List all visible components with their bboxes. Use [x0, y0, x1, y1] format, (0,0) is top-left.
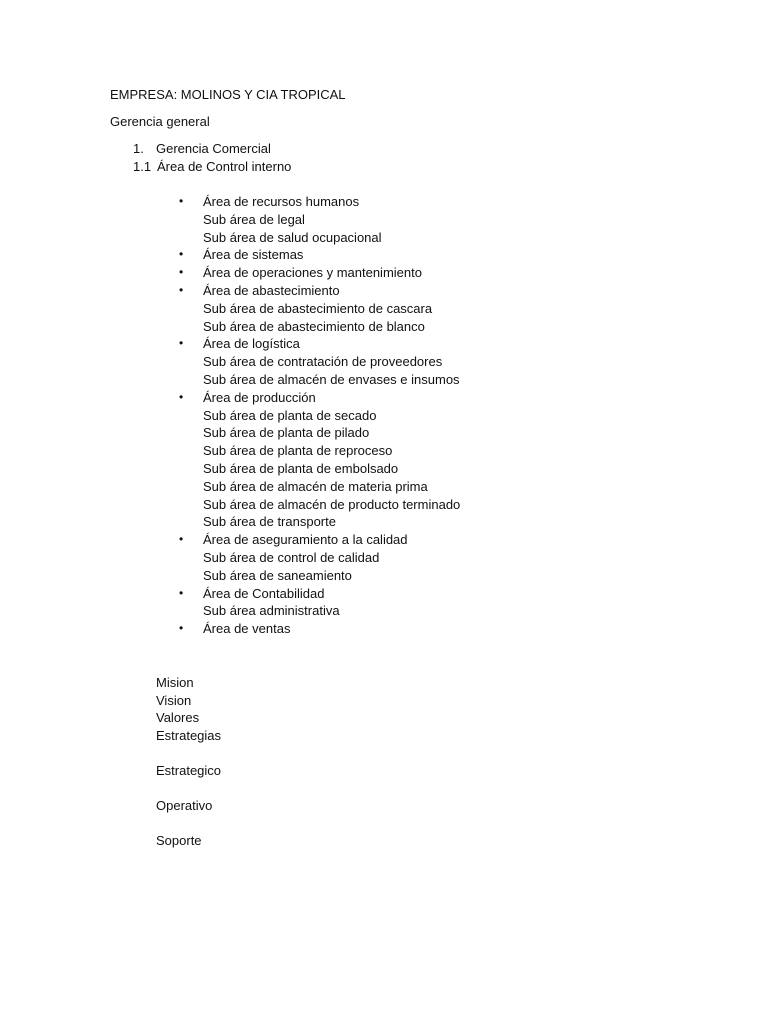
commercial-management-item: Gerencia Comercial — [156, 141, 271, 156]
section-estrategias: Estrategias — [156, 727, 222, 743]
list-number-1: 1. — [133, 141, 144, 156]
list-number-1-1: 1.1 — [133, 159, 152, 174]
area-label: Área de Contabilidad — [203, 585, 325, 601]
area-label: Sub área de planta de pilado — [203, 425, 370, 441]
area-label: Sub área de salud ocupacional — [203, 229, 382, 245]
sub-area-list-item — [203, 478, 460, 496]
area-label: Sub área de planta de secado — [203, 407, 377, 423]
area-label: Sub área de almacén de envases e insumos — [203, 371, 460, 387]
area-list-item — [179, 193, 460, 211]
area-list-item — [179, 264, 460, 282]
bullet-icon: • — [179, 336, 184, 351]
section-estrategico: Estrategico — [156, 763, 222, 778]
bullet-icon: • — [179, 389, 184, 404]
area-label: Área de logística — [203, 336, 300, 352]
bullet-icon: • — [179, 621, 184, 636]
section-valores: Valores — [156, 710, 200, 726]
sub-area-list-item — [203, 513, 460, 531]
area-label: Área de recursos humanos — [203, 194, 360, 209]
bullet-icon: • — [179, 585, 184, 600]
area-list-item — [179, 531, 460, 549]
sub-area-list-item — [203, 371, 460, 389]
sub-area-list-item — [203, 602, 460, 620]
area-label: Sub área de planta de embolsado — [203, 460, 399, 476]
area-label: Sub área de almacén de producto terminado — [203, 496, 461, 512]
area-label: Área de sistemas — [203, 247, 304, 263]
area-list-item — [179, 620, 460, 638]
bullet-icon: • — [179, 265, 184, 280]
sub-area-list-item — [203, 211, 460, 229]
sub-area-list-item — [203, 442, 460, 460]
sub-area-list-item — [203, 424, 460, 442]
bullet-icon: • — [179, 194, 184, 208]
bullet-icon: • — [179, 247, 184, 262]
area-label: Sub área de almacén de materia prima — [203, 478, 428, 494]
bullet-icon: • — [179, 282, 184, 297]
area-label: Sub área de planta de reproceso — [203, 443, 393, 459]
section-vision: Vision — [156, 692, 192, 708]
area-label: Área de ventas — [203, 621, 291, 637]
area-label: Área de abastecimiento — [203, 282, 340, 298]
section-mision: Mision — [156, 675, 194, 690]
sub-area-list-item — [203, 567, 460, 585]
area-list-item — [179, 335, 460, 353]
area-label: Sub área de contratación de proveedores — [203, 354, 443, 370]
area-list-item — [179, 389, 460, 407]
sub-area-list-item — [203, 229, 460, 247]
area-label: Sub área administrativa — [203, 603, 340, 619]
sub-area-list-item — [203, 318, 460, 336]
area-label: Sub área de abastecimiento de cascara — [203, 300, 433, 316]
area-label: Área de producción — [203, 389, 316, 405]
area-label: Área de aseguramiento a la calidad — [203, 532, 408, 548]
sub-area-list-item — [203, 549, 460, 567]
area-list-item — [179, 282, 460, 300]
area-label: Sub área de transporte — [203, 514, 336, 530]
area-label: Área de operaciones y mantenimiento — [203, 265, 422, 281]
sub-area-list-item — [203, 353, 460, 371]
sub-area-list-item — [203, 496, 460, 514]
general-management-heading: Gerencia general — [110, 114, 210, 129]
sub-area-list-item — [203, 407, 460, 425]
area-list-item — [179, 585, 460, 603]
area-label: Sub área de legal — [203, 211, 305, 227]
section-operativo: Operativo — [156, 798, 213, 813]
area-label: Sub área de saneamiento — [203, 567, 352, 583]
area-label: Sub área de control de calidad — [203, 549, 380, 565]
section-soporte: Soporte — [156, 833, 202, 848]
sub-area-list-item — [203, 460, 460, 478]
internal-control-item: Área de Control interno — [157, 159, 292, 174]
sub-area-list-item — [203, 300, 460, 318]
area-list-item — [179, 246, 460, 264]
company-title: EMPRESA: MOLINOS Y CIA TROPICAL — [110, 87, 346, 102]
areas-list — [179, 193, 461, 638]
bullet-icon: • — [179, 532, 184, 547]
area-label: Sub área de abastecimiento de blanco — [203, 318, 425, 334]
